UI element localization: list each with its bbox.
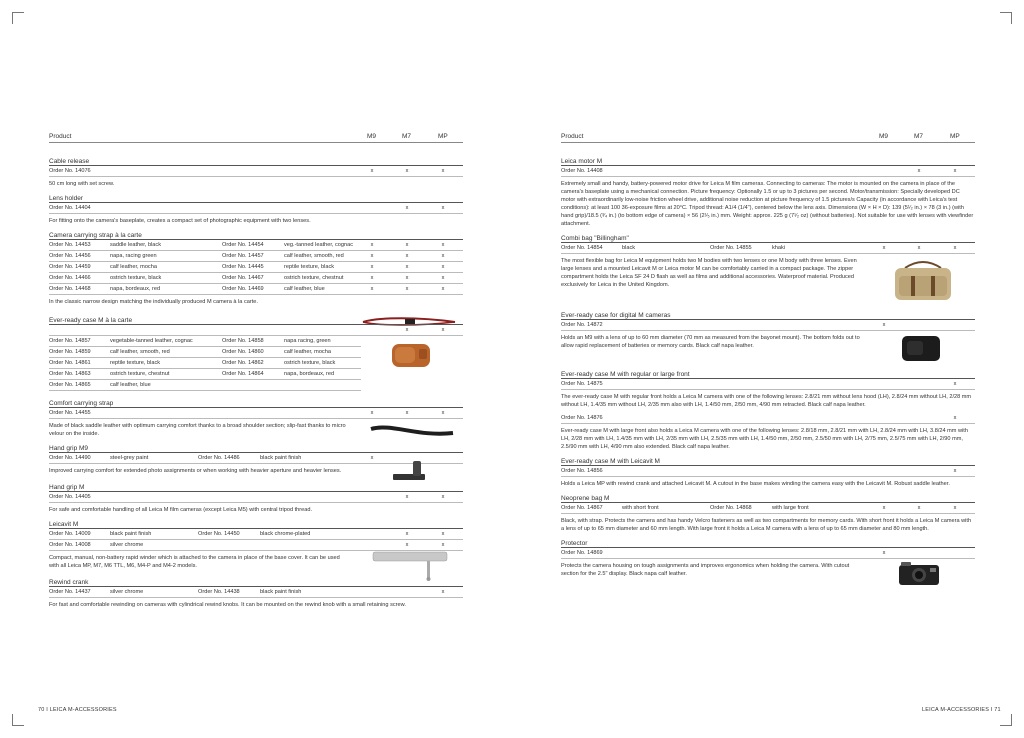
order-number: Order No. 14438 <box>198 589 240 595</box>
variant: calf leather, smooth, red <box>110 349 170 355</box>
compat-m9-mark: x <box>370 242 374 248</box>
header-m7: M7 <box>914 133 924 140</box>
variant: ostrich texture, black <box>284 360 336 366</box>
compat-mp-mark: x <box>441 286 445 292</box>
description: Compact, manual, non-battery rapid winder which is attached to the camera in place of the base cover. It can be used with all Leica MP, M7, M6 TTL, M6, M4-P and M4-2 models. <box>49 555 340 569</box>
order-number: Order No. 14404 <box>49 205 91 211</box>
compat-m9-mark: x <box>370 410 374 416</box>
table-row <box>561 548 975 559</box>
table-row <box>561 503 975 514</box>
compat-m9-mark: x <box>370 275 374 281</box>
compat-mp-mark: x <box>953 468 957 474</box>
order-number: Order No. 14876 <box>561 415 603 421</box>
compat-m9-mark: x <box>882 505 886 511</box>
compat-mp-mark: x <box>953 168 957 174</box>
table-header <box>49 131 463 143</box>
order-number: Order No. 14865 <box>49 382 91 388</box>
order-number: Order No. 14861 <box>49 360 91 366</box>
section-lens-holder <box>49 194 463 225</box>
table-row <box>49 325 463 336</box>
compat-m7-mark: x <box>405 275 409 281</box>
variant: veg.-tanned leather, cognac <box>284 242 354 248</box>
variant: calf leather, mocha <box>284 349 331 355</box>
variant: ostrich texture, black <box>110 275 162 281</box>
variant: calf leather, blue <box>110 382 151 388</box>
compat-m7-mark: x <box>917 168 921 174</box>
compat-mp-mark: x <box>441 531 445 537</box>
compat-m9-mark: x <box>370 253 374 259</box>
protector-camera-photo <box>897 559 941 587</box>
order-number: Order No. 14868 <box>710 505 752 511</box>
section-title: Ever-ready case M à la carte <box>49 316 463 325</box>
order-number: Order No. 14862 <box>222 360 264 366</box>
left-product-table <box>49 131 463 615</box>
compat-mp-mark: x <box>441 542 445 548</box>
section-regular-large-front <box>561 370 975 451</box>
order-number: Order No. 14872 <box>561 322 603 328</box>
section-title: Cable release <box>49 157 463 166</box>
table-row <box>49 166 463 177</box>
description: Ever-ready case M with large front also holds a Leica M camera with one of the following lenses: 2.8/18 mm, 2.8/21 mm with LH, 2.8/24 mm with LH, 3.8/24 mm with LH, 2/28 mm with LH, 1.4/35 mm with LH, 2/35 mm with LH, 2.5/35 mm with LH, 1.4/50 mm, 2/50 mm, 2.5/50 mm with LH, 2/75 mm, 2.5/75 mm with LH, 2/90 mm, 2.5/90 mm with LH, 4/90 mm also extended. Black calf napa leather. <box>561 428 968 450</box>
order-number: Order No. 14869 <box>561 550 603 556</box>
compat-m7-mark: x <box>405 327 409 333</box>
order-number: Order No. 14466 <box>49 275 91 281</box>
variant: napa, racing green <box>110 253 157 259</box>
section-hand-grip-m <box>49 483 463 514</box>
compat-m9-mark: x <box>370 286 374 292</box>
variant: calf leather, mocha <box>110 264 157 270</box>
header-m7: M7 <box>402 133 412 140</box>
order-number: Order No. 14454 <box>222 242 264 248</box>
table-row <box>561 320 975 331</box>
order-number: Order No. 14854 <box>561 245 603 251</box>
table-row <box>49 262 463 273</box>
table-row <box>49 336 361 347</box>
compat-m7-mark: x <box>405 410 409 416</box>
digital-case-photo <box>899 333 943 363</box>
order-number: Order No. 14437 <box>49 589 91 595</box>
section-rewind-crank <box>49 578 463 609</box>
description: For safe and comfortable handling of all Leica M film cameras (except Leica M5) with central tripod thread. <box>49 507 313 513</box>
description: Holds a Leica MP with rewind crank and attached Leicavit M. A cutout in the base makes winding the camera easy with the Leicavit M. Robust saddle leather. <box>561 481 950 487</box>
order-number: Order No. 14858 <box>222 338 264 344</box>
description: Made of black saddle leather with optimum carrying comfort thanks to a broad shoulder section; slip-fast thanks to micro velour on the inside. <box>49 423 346 437</box>
table-row <box>561 466 975 477</box>
order-number: Order No. 14008 <box>49 542 91 548</box>
compat-m7-mark: x <box>405 542 409 548</box>
header-mp: MP <box>438 133 448 140</box>
variant: reptile texture, black <box>284 264 335 270</box>
compat-mp-mark: x <box>441 327 445 333</box>
section-case-with-leicavit <box>561 457 975 488</box>
compat-m7-mark: x <box>405 242 409 248</box>
variant: black paint finish <box>260 589 302 595</box>
compat-mp-mark: x <box>953 245 957 251</box>
section-ever-ready-a-la-carte <box>49 316 463 391</box>
variant: napa racing, green <box>284 338 331 344</box>
variant: napa, bordeaux, red <box>284 371 335 377</box>
right-page <box>512 0 1024 738</box>
order-number: Order No. 14456 <box>49 253 91 259</box>
section-cable-release <box>49 157 463 188</box>
variant: with short front <box>622 505 659 511</box>
compat-m7-mark: x <box>405 264 409 270</box>
order-number: Order No. 14467 <box>222 275 264 281</box>
order-number: Order No. 14468 <box>49 286 91 292</box>
description: 50 cm long with set screw. <box>49 181 115 187</box>
order-number: Order No. 14009 <box>49 531 91 537</box>
table-row <box>49 380 361 391</box>
compat-m9-mark: x <box>370 264 374 270</box>
compat-m7-mark: x <box>405 253 409 259</box>
ever-ready-case-photo <box>389 340 433 370</box>
description: Improved carrying comfort for extended photo assignments or when working with heavier aperture and heavier lenses. <box>49 468 342 474</box>
variant: saddle leather, black <box>110 242 161 248</box>
footer-right: LEICA M-ACCESSORIES I 71 <box>922 707 1001 713</box>
table-row <box>49 529 463 540</box>
table-row <box>49 251 463 262</box>
variant: calf leather, blue <box>284 286 325 292</box>
section-title: Hand grip M9 <box>49 444 463 453</box>
section-title: Combi bag "Billingham" <box>561 234 975 243</box>
compat-mp-mark: x <box>441 589 445 595</box>
section-comfort-strap <box>49 399 463 438</box>
section-title: Ever-ready case for digital M cameras <box>561 311 975 320</box>
variant: steel-grey paint <box>110 455 149 461</box>
compat-mp-mark: x <box>441 494 445 500</box>
order-number: Order No. 14469 <box>222 286 264 292</box>
order-number: Order No. 14445 <box>222 264 264 270</box>
description: Protects the camera housing on tough assignments and improves ergonomics when holding the camera. With cutout section for the 2.5" display. Black napa calf leather. <box>561 563 850 577</box>
variant: black chrome-plated <box>260 531 311 537</box>
variant: ostrich texture, chestnut <box>110 371 170 377</box>
section-protector <box>561 539 975 578</box>
comfort-strap-photo <box>367 421 457 441</box>
compat-mp-mark: x <box>441 264 445 270</box>
compat-m7-mark: x <box>405 168 409 174</box>
variant: khaki <box>772 245 786 251</box>
order-number: Order No. 14459 <box>49 264 91 270</box>
section-strap-a-la-carte <box>49 231 463 306</box>
hand-grip-photo <box>391 458 427 482</box>
table-row <box>49 203 463 214</box>
compat-mp-mark: x <box>441 253 445 259</box>
variant: ostrich texture, chestnut <box>284 275 344 281</box>
order-number: Order No. 14855 <box>710 245 752 251</box>
compat-m9-mark: x <box>882 322 886 328</box>
compat-m7-mark: x <box>405 494 409 500</box>
compat-m7-mark: x <box>917 505 921 511</box>
section-combi-bag <box>561 234 975 289</box>
leicavit-photo <box>371 548 449 582</box>
table-header <box>561 131 975 143</box>
header-mp: MP <box>950 133 960 140</box>
section-title: Ever-ready case M with Leicavit M <box>561 457 975 466</box>
section-leica-motor-m <box>561 157 975 228</box>
compat-mp-mark: x <box>441 242 445 248</box>
order-number: Order No. 14076 <box>49 168 91 174</box>
section-neoprene-bag <box>561 494 975 533</box>
compat-mp-mark: x <box>441 275 445 281</box>
order-number: Order No. 14860 <box>222 349 264 355</box>
section-title: Hand grip M <box>49 483 463 492</box>
section-title: Ever-ready case M with regular or large front <box>561 370 975 379</box>
section-hand-grip-m9 <box>49 444 463 475</box>
header-m9: M9 <box>879 133 889 140</box>
table-row <box>49 408 463 419</box>
compat-m7-mark: x <box>405 286 409 292</box>
variant: vegetable-tanned leather, cognac <box>110 338 193 344</box>
variant: silver chrome <box>110 589 144 595</box>
variant: reptile texture, black <box>110 360 161 366</box>
compat-mp-mark: x <box>441 410 445 416</box>
compat-m9-mark: x <box>882 245 886 251</box>
section-title: Leica motor M <box>561 157 975 166</box>
order-number: Order No. 14408 <box>561 168 603 174</box>
order-number: Order No. 14490 <box>49 455 91 461</box>
compat-m7-mark: x <box>405 531 409 537</box>
compat-mp-mark: x <box>441 205 445 211</box>
section-title: Lens holder <box>49 194 463 203</box>
variant: black paint finish <box>260 455 302 461</box>
table-row <box>561 243 975 254</box>
order-number: Order No. 14859 <box>49 349 91 355</box>
order-number: Order No. 14455 <box>49 410 91 416</box>
order-number: Order No. 14856 <box>561 468 603 474</box>
order-number: Order No. 14457 <box>222 253 264 259</box>
table-row <box>49 358 361 369</box>
table-row <box>49 347 361 358</box>
order-number: Order No. 14453 <box>49 242 91 248</box>
description: Holds an M9 with a lens of up to 60 mm diameter (70 mm as measured from the bayonet mount). The bottom folds out to allow rapid replacement of batteries or memory cards. Black calf napa leather. <box>561 335 860 349</box>
order-number: Order No. 14486 <box>198 455 240 461</box>
description: The ever-ready case M with regular front holds a Leica M camera with one of the following lenses: 2.8/21 mm without lens hood (LH), 2.8/24 mm without LH, 2/28 mm without LH, 1.4/35 mm without LH, 2/35 mm also with LH, 1.4/50 mm, 2/50 mm, 4/90 mm retracted. Black calf napa leather. <box>561 394 972 408</box>
section-title: Protector <box>561 539 975 548</box>
compat-m9-mark: x <box>370 168 374 174</box>
order-number: Order No. 14857 <box>49 338 91 344</box>
right-product-table <box>561 131 975 584</box>
description: The most flexible bag for Leica M equipment holds two M bodies with two lenses or one M body with three lenses. Even large lenses and a mounted Leicavit M or Leica motor M can be comfortably carried in a compact package. The zipper compartment holds the Leica SF 24 D flash as well as films and additional accessories. Waterproof material. Produced exclusively for Leica in the United Kingdom. <box>561 258 857 288</box>
variant: with large front <box>772 505 809 511</box>
order-number: Order No. 14863 <box>49 371 91 377</box>
table-row <box>561 413 975 424</box>
compat-m9-mark: x <box>370 455 374 461</box>
description: In the classic narrow design matching the individually produced M camera à la carte. <box>49 299 258 305</box>
section-title: Neoprene bag M <box>561 494 975 503</box>
variant: black paint finish <box>110 531 152 537</box>
compat-mp-mark: x <box>953 415 957 421</box>
compat-m7-mark: x <box>917 245 921 251</box>
order-number: Order No. 14867 <box>561 505 603 511</box>
table-row <box>49 492 463 503</box>
footer-left: 70 I LEICA M-ACCESSORIES <box>38 707 117 713</box>
section-leicavit-m <box>49 520 463 570</box>
header-product: Product <box>49 133 72 140</box>
order-number: Order No. 14405 <box>49 494 91 500</box>
header-product: Product <box>561 133 584 140</box>
compat-mp-mark: x <box>441 168 445 174</box>
table-row <box>49 284 463 295</box>
section-title: Rewind crank <box>49 578 463 587</box>
table-row <box>49 273 463 284</box>
variant: black <box>622 245 636 251</box>
order-number: Order No. 14864 <box>222 371 264 377</box>
variant: calf leather, smooth, red <box>284 253 344 259</box>
header-m9: M9 <box>367 133 377 140</box>
description: For fast and comfortable rewinding on cameras with cylindrical rewind knobs. It can be mounted on the rewind knob with a small retaining screw. <box>49 602 406 608</box>
table-row <box>49 369 361 380</box>
description: Black, with strap. Protects the camera and has handy Velcro fasteners as well as two compartments for memory cards. With short front it holds a Leica M camera with a lens of up to 65 mm diameter and 60 mm length. With large front it holds a Leica M camera with a lens of up to 65 mm diameter and 80 mm length. <box>561 518 972 532</box>
compat-m7-mark: x <box>405 205 409 211</box>
combi-bag-photo <box>891 258 955 304</box>
compat-mp-mark: x <box>953 381 957 387</box>
compat-mp-mark: x <box>953 505 957 511</box>
table-row <box>561 166 975 177</box>
variant: silver chrome <box>110 542 144 548</box>
compat-m9-mark: x <box>882 550 886 556</box>
section-digital-case <box>561 311 975 350</box>
section-title: Camera carrying strap à la carte <box>49 231 463 240</box>
table-row <box>49 240 463 251</box>
table-row <box>561 379 975 390</box>
section-title: Leicavit M <box>49 520 463 529</box>
description: Extremely small and handy, battery-powered motor drive for Leica M film cameras. Connecting to cameras: The motor is mounted on the camera in place of the camera's baseplate using a mechanical connection. Picture frequency: Optionally 1.5 or up to 3 pictures per second. Motor/transmission: Specially developed DC motor with extraordinarily low-noise friction wheel drive, additional noise reduction at picture frequency of 1.5 pictures/s Capacity (in accordance with Leica's test conditions): at least 100 36-exposure films at 20°C. Tripod thread: A1/4 (1/4"), centered below the lens axis. Dimensions (W × H × D): 139 (5¹⁄₂ in.) × 78 (3 in.) (with hand grip)/18.5 (³⁄₄ in.) (to bottom edge of camera) × 56 (2¹⁄₅ in.) mm. Weight: approx. 225 g (7¹⁄₂ oz) (without batteries). Not suitable for use with lenses with viewfinder attachment. <box>561 181 974 227</box>
order-number: Order No. 14450 <box>198 531 240 537</box>
description: For fitting onto the camera's baseplate, creates a compact set of photographic equipment with two lenses. <box>49 218 311 224</box>
order-number: Order No. 14875 <box>561 381 603 387</box>
table-row <box>49 587 463 598</box>
variant: napa, bordeaux, red <box>110 286 161 292</box>
section-title: Comfort carrying strap <box>49 399 463 408</box>
